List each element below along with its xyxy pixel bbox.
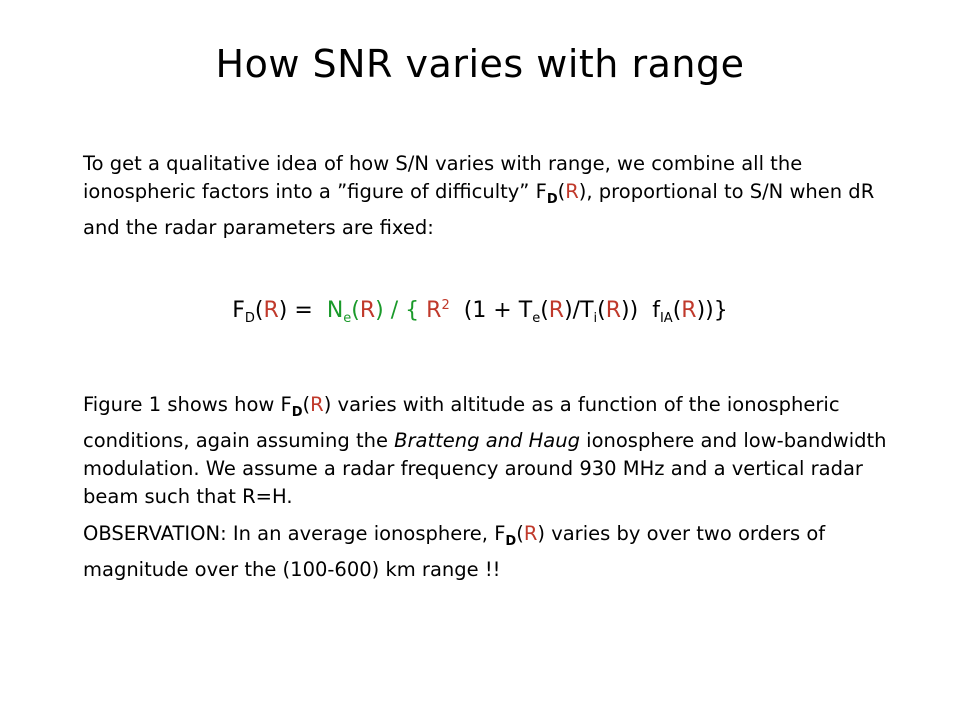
formula-squared: 2	[441, 298, 450, 313]
figure-description-paragraph	[83, 391, 893, 511]
formula-divide: ) / {	[375, 298, 427, 323]
obs-range-symbol: R	[523, 522, 538, 545]
intro-text-end: ), proportional to S/N when dR and the radar parameters are fixed:	[83, 180, 875, 239]
obs-open-paren: (	[516, 522, 524, 545]
fig-range-symbol: R	[310, 393, 324, 416]
intro-open-paren: (	[557, 180, 566, 203]
slide-title: How SNR varies with range	[215, 42, 745, 86]
formula-range-6: R	[681, 298, 697, 323]
obs-text-start: OBSERVATION: In an average ionosphere, F	[83, 522, 506, 545]
fig-open-paren: (	[302, 393, 311, 416]
formula-paren-3: (	[540, 298, 549, 323]
fig-reference-italic: Bratteng and Haug	[394, 429, 580, 452]
fig-subscript-d: D	[291, 405, 303, 420]
fig-text-end: ionosphere and low-bandwidth modulation. We assume a radar frequency around 930 MHz and a vertical radar beam such that R=H.	[83, 429, 887, 508]
formula-range-1: R	[263, 298, 279, 323]
formula-close-1: ))	[621, 298, 639, 323]
formula-sub-ia: IA	[659, 311, 673, 326]
formula-equals: ) =	[278, 298, 313, 323]
observation-paragraph	[83, 520, 893, 584]
formula-range-4: R	[548, 298, 565, 323]
obs-subscript-d: D	[505, 534, 517, 549]
formula-paren: (	[254, 298, 264, 323]
intro-text-start: To get a qualitative idea of how S/N varies with range, we combine all the ionospheric factors into a ”figure of difficulty” F	[83, 152, 803, 203]
intro-subscript-d: D	[546, 192, 558, 207]
formula-sub-d: D	[244, 311, 255, 326]
formula-range-3: R	[426, 298, 442, 323]
formula-slash-t: )/T	[564, 298, 594, 323]
fig-text-start: Figure 1 shows how F	[83, 393, 292, 416]
formula-range-2: R	[359, 298, 376, 323]
formula-paren-2: (	[351, 298, 360, 323]
formula-sub-e1: e	[343, 311, 352, 326]
formula-n: N	[326, 298, 344, 323]
formula-sub-e2: e	[532, 311, 541, 326]
difficulty-formula	[0, 298, 960, 326]
formula-sub-i: i	[593, 311, 598, 326]
intro-range-symbol: R	[565, 180, 579, 203]
formula-close-2: ))}	[696, 298, 728, 323]
formula-f: F	[232, 298, 245, 323]
fig-text-mid: ) varies with altitude as a function of the ionospheric conditions, again assuming the	[83, 393, 840, 452]
formula-range-5: R	[605, 298, 622, 323]
obs-text-end: ) varies by over two orders of magnitude over the (100-600) km range !!	[83, 522, 826, 581]
formula-paren-te: (1 + T	[463, 298, 533, 323]
formula-paren-4: (	[597, 298, 606, 323]
intro-paragraph	[83, 150, 893, 242]
formula-paren-5: (	[672, 298, 682, 323]
formula-f-ia: f	[652, 298, 660, 323]
